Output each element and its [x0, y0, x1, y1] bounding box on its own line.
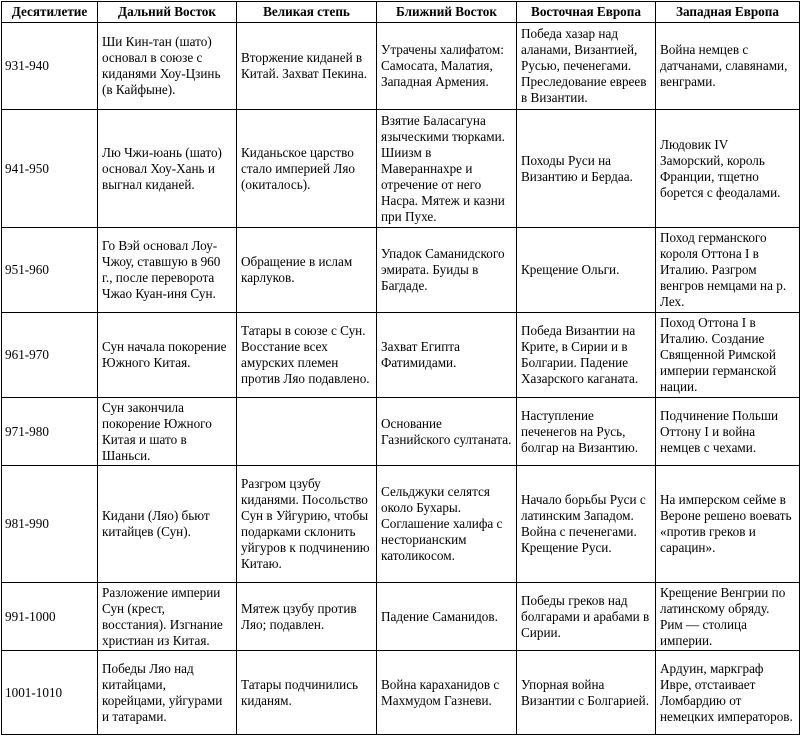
eastern-europe-cell: Начало борьбы Руси с латинским Западом. Война с печенегами. Крещение Руси. [517, 466, 656, 583]
great-steppe-cell: Киданьское царство стало империей Ляо (окиталось). [237, 110, 377, 228]
decade-cell: 991-1000 [2, 583, 98, 651]
header-far-east: Дальний Восток [98, 2, 237, 23]
near-east-cell: Взятие Баласагуна языческими тюрками. Шиизм в Мавераннахре и отречение от него Насра. Мятеж и казни при Пухе. [377, 110, 517, 228]
far-east-cell: Победы Ляо над китайцами, корейцами, уйгурами и татарами. [98, 651, 237, 735]
near-east-cell: Основание Газнийского султаната. [377, 398, 517, 466]
eastern-europe-cell: Победа хазар над аланами, Византией, Русью, печенегами. Преследование евреев в Византии. [517, 23, 656, 110]
decade-cell: 981-990 [2, 466, 98, 583]
great-steppe-cell: Татары подчинились киданям. [237, 651, 377, 735]
table-row [2, 23, 800, 110]
table-row [2, 228, 800, 313]
great-steppe-cell: Вторжение киданей в Китай. Захват Пекина. [237, 23, 377, 110]
western-europe-cell: Война немцев с датчанами, славянами, венграми. [656, 23, 800, 110]
far-east-cell: Разложение империи Сун (крест, восстания). Изгнание христиан из Китая. [98, 583, 237, 651]
table-row [2, 583, 800, 651]
far-east-cell: Лю Чжи-юань (шато) основал Хоу-Хань и выгнал киданей. [98, 110, 237, 228]
decade-cell: 971-980 [2, 398, 98, 466]
decade-cell: 1001-1010 [2, 651, 98, 735]
table-row [2, 466, 800, 583]
decade-cell: 941-950 [2, 110, 98, 228]
header-western-europe: Западная Европа [656, 2, 800, 23]
eastern-europe-cell: Походы Руси на Византию и Бердаа. [517, 110, 656, 228]
far-east-cell: Го Вэй основал Лоу-Чжоу, ставшую в 960 г., после переворота Чжао Куан-иня Сун. [98, 228, 237, 313]
near-east-cell: Сельджуки селятся около Бухары. Соглашение халифа с несторианским католикосом. [377, 466, 517, 583]
western-europe-cell: Поход германского короля Оттона I в Италию. Разгром венгров немцами на р. Лех. [656, 228, 800, 313]
western-europe-cell: Поход Оттона I в Италию. Создание Священной Римской империи германской нации. [656, 313, 800, 398]
far-east-cell: Кидани (Ляо) бьют китайцев (Сун). [98, 466, 237, 583]
table-row [2, 110, 800, 228]
great-steppe-cell: Разгром цзубу киданями. Посольство Сун в Уйгурию, чтобы подарками склонить уйгуров к подчинению Китаю. [237, 466, 377, 583]
table-row [2, 398, 800, 466]
header-row [2, 2, 800, 23]
near-east-cell: Захват Египта Фатимидами. [377, 313, 517, 398]
eastern-europe-cell: Крещение Ольги. [517, 228, 656, 313]
western-europe-cell: Ардуин, маркграф Ивре, отстаивает Ломбардию от немецких императоров. [656, 651, 800, 735]
western-europe-cell: На имперском сейме в Вероне решено воевать «против греков и сарацин». [656, 466, 800, 583]
header-eastern-europe: Восточная Европа [517, 2, 656, 23]
western-europe-cell: Крещение Венгрии по латинскому обряду. Рим — столица империи. [656, 583, 800, 651]
far-east-cell: Ши Кин-тан (шато) основал в союзе с киданями Хоу-Цзинь (в Кайфыне). [98, 23, 237, 110]
far-east-cell: Сун закончила покорение Южного Китая и шато в Шаньси. [98, 398, 237, 466]
header-great-steppe: Великая степь [237, 2, 377, 23]
western-europe-cell: Подчинение Польши Оттону I и война немцев с чехами. [656, 398, 800, 466]
header-near-east: Ближний Восток [377, 2, 517, 23]
far-east-cell: Сун начала покорение Южного Китая. [98, 313, 237, 398]
decade-cell: 931-940 [2, 23, 98, 110]
great-steppe-cell [237, 398, 377, 466]
great-steppe-cell: Обращение в ислам карлуков. [237, 228, 377, 313]
eastern-europe-cell: Наступление печенегов на Русь, болгар на Византию. [517, 398, 656, 466]
great-steppe-cell: Татары в союзе с Сун. Восстание всех амурских племен против Ляо подавлено. [237, 313, 377, 398]
eastern-europe-cell: Победа Византии на Крите, в Сирии и в Болгарии. Падение Хазарского каганата. [517, 313, 656, 398]
eastern-europe-cell: Победы греков над болгарами и арабами в Сирии. [517, 583, 656, 651]
table-row [2, 313, 800, 398]
table-row [2, 651, 800, 735]
eastern-europe-cell: Упорная война Византии с Болгарией. [517, 651, 656, 735]
header-decade: Десятилетие [2, 2, 98, 23]
western-europe-cell: Людовик IV Заморский, король Франции, тщетно борется с феодалами. [656, 110, 800, 228]
decade-cell: 961-970 [2, 313, 98, 398]
near-east-cell: Война караханидов с Махмудом Газневи. [377, 651, 517, 735]
decade-cell: 951-960 [2, 228, 98, 313]
great-steppe-cell: Мятеж цзубу против Ляо; подавлен. [237, 583, 377, 651]
chronology-table [1, 1, 800, 735]
near-east-cell: Утрачены халифатом: Самосата, Малатия, Западная Армения. [377, 23, 517, 110]
near-east-cell: Упадок Саманидского эмирата. Буиды в Багдаде. [377, 228, 517, 313]
near-east-cell: Падение Саманидов. [377, 583, 517, 651]
